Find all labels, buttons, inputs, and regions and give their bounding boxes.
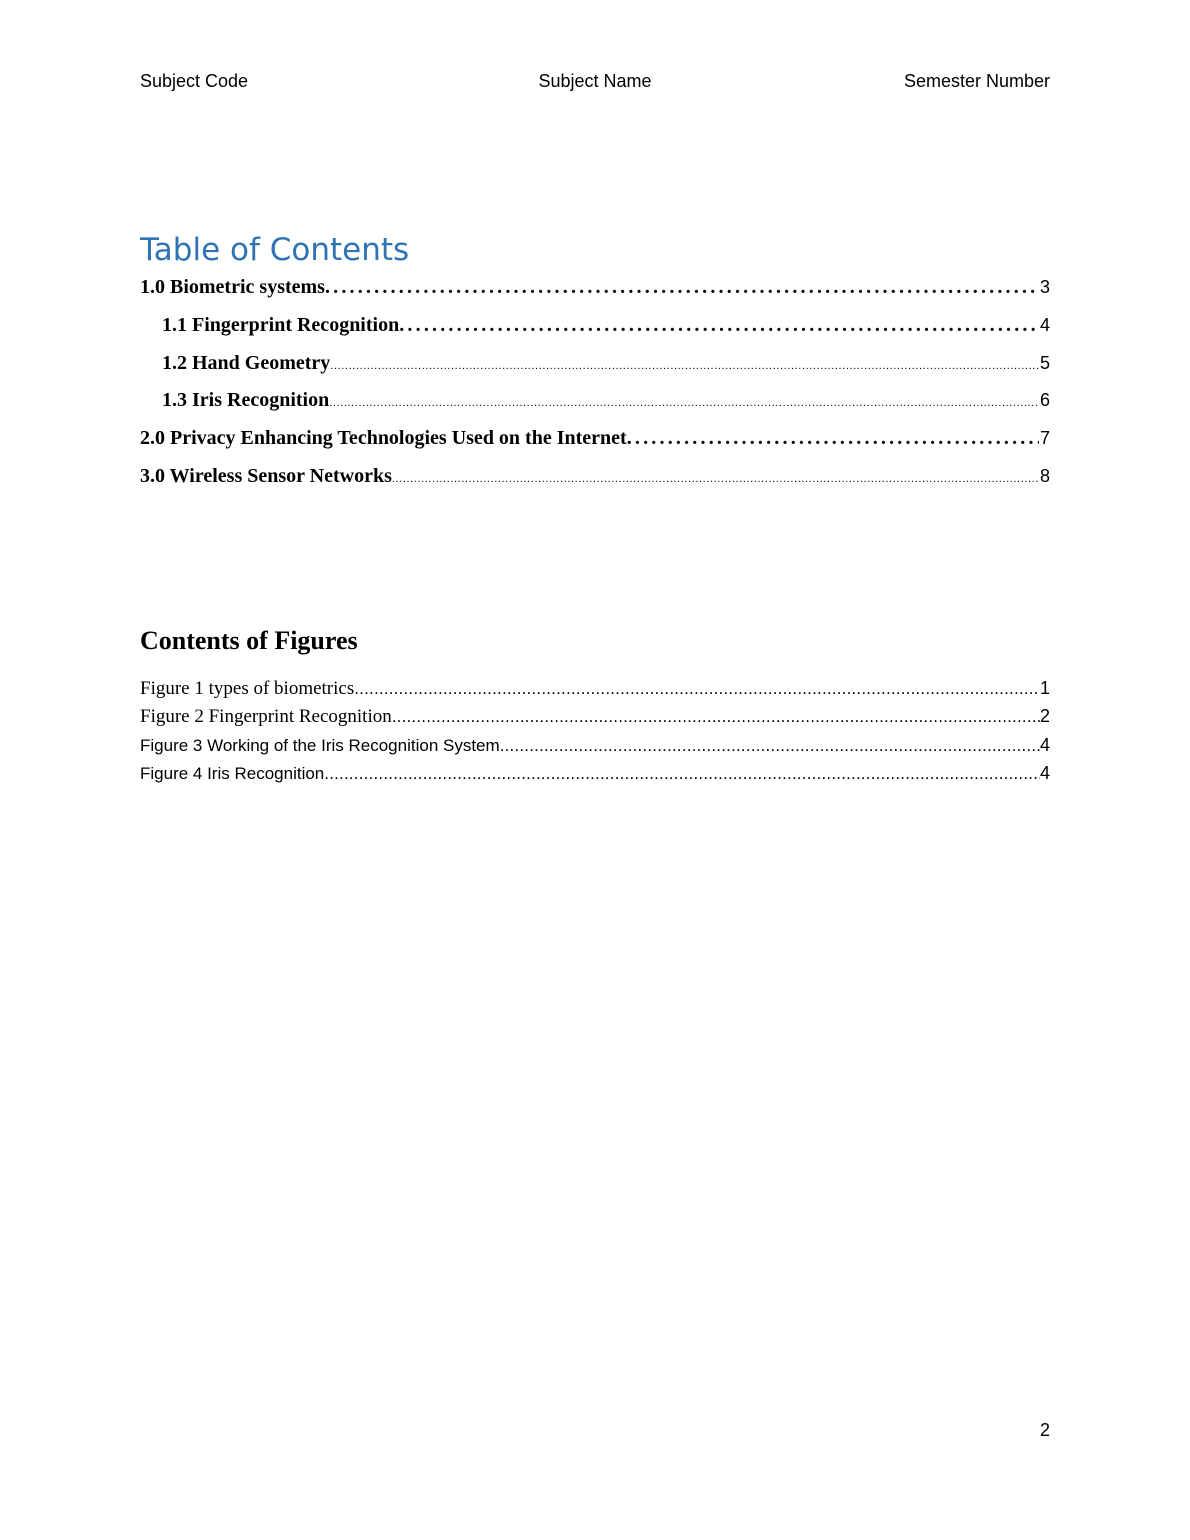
figure-entry-page: 4 [1039,735,1050,755]
figure-entry-page: 1 [1039,678,1050,698]
header-subject-code: Subject Code [140,71,249,91]
figures-title: Contents of Figures [140,626,358,655]
dot-leader [330,360,1039,372]
dot-leader [329,397,1039,409]
toc-entry-label: 1.3 Iris Recognition [162,389,330,411]
toc-entry-label: 1.1 Fingerprint Recognition [162,314,400,336]
figure-entry-label: Figure 3 Working of the Iris Recognition System [140,736,500,755]
toc-entry-biometric-systems[interactable] [140,276,1050,299]
toc-entry-iris-recognition[interactable] [162,389,1050,412]
figure-entry-iris-recognition-system[interactable] [140,735,1050,756]
toc-entry-wireless-sensor-networks[interactable] [140,465,1050,488]
toc-title: Table of Contents [140,232,410,268]
page-header [140,71,1050,95]
toc-entry-hand-geometry[interactable] [162,352,1050,375]
dot-leader [392,707,1040,727]
toc-entry-privacy-enhancing-technologies[interactable] [140,427,1050,450]
dot-leader [392,473,1039,485]
toc-entry-label: 1.0 Biometric systems [140,276,325,298]
figure-entry-page: 4 [1039,763,1050,783]
toc-entry-label: 2.0 Privacy Enhancing Technologies Used on the Internet [140,427,627,449]
dot-leader [354,679,1040,699]
toc-entry-fingerprint-recognition[interactable] [162,314,1050,337]
figure-entry-fingerprint-recognition[interactable] [140,706,1050,728]
figure-entry-label: Figure 1 types of biometrics [140,678,355,699]
toc-entry-label: 3.0 Wireless Sensor Networks [140,465,392,487]
dot-leader [399,314,1039,337]
header-subject-name: Subject Name [538,71,652,91]
dot-leader [325,276,1039,299]
figure-entry-label: Figure 4 Iris Recognition [140,764,325,783]
figure-entry-iris-recognition[interactable] [140,763,1050,784]
figure-entry-label: Figure 2 Fingerprint Recognition [140,706,392,727]
dot-leader [500,736,1040,756]
toc-entry-page: 6 [1039,390,1050,410]
toc-entry-page: 3 [1039,277,1050,297]
dot-leader [324,764,1040,784]
page-number: 2 [1039,1420,1050,1440]
dot-leader [627,427,1039,450]
toc-entry-page: 5 [1039,353,1050,373]
figure-entry-page: 2 [1039,706,1050,726]
toc-entry-page: 4 [1039,315,1050,335]
toc-entry-page: 8 [1039,466,1050,486]
header-semester-number: Semester Number [903,71,1050,91]
toc-entry-label: 1.2 Hand Geometry [162,352,331,374]
figure-entry-types-of-biometrics[interactable] [140,678,1050,700]
toc-entry-page: 7 [1039,428,1050,448]
